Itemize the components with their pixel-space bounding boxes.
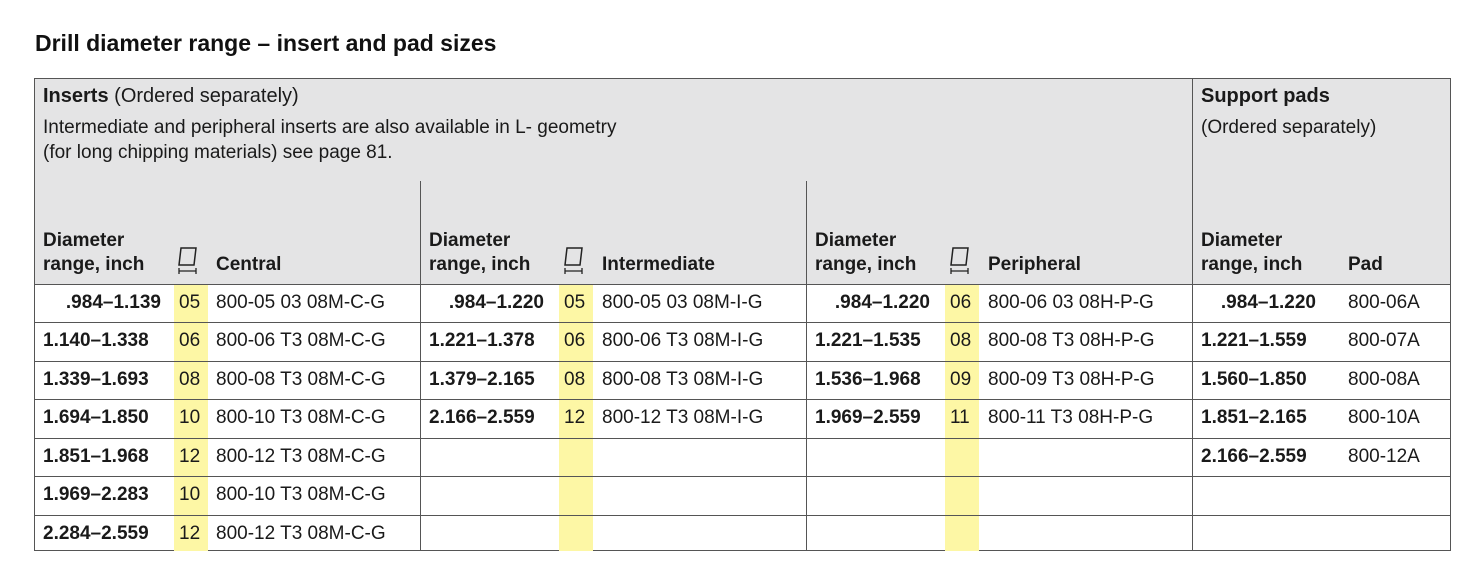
central-range: 1.969–2.283 xyxy=(43,484,149,505)
intermediate-range: 1.221–1.378 xyxy=(429,330,535,351)
peripheral-diameter-header xyxy=(815,229,916,277)
central-range: 1.851–1.968 xyxy=(43,446,149,467)
peripheral-range: 1.536–1.968 xyxy=(815,369,921,390)
intermediate-range: 2.166–2.559 xyxy=(429,407,535,428)
central-range: 1.339–1.693 xyxy=(43,369,149,390)
peripheral-code: 800-08 T3 08H-P-G xyxy=(988,330,1155,351)
pad-range: 1.221–1.559 xyxy=(1201,330,1307,351)
diameter-header-line1: Diameter xyxy=(43,230,125,251)
peripheral-size: 06 xyxy=(950,292,972,313)
intermediate-size: 05 xyxy=(564,292,586,313)
intermediate-range: 1.379–2.165 xyxy=(429,369,535,390)
inserts-note-line1: Intermediate and peripheral inserts are also available in L- geometry xyxy=(43,117,617,138)
central-code: 800-10 T3 08M-C-G xyxy=(216,407,386,428)
inserts-label: Inserts xyxy=(43,85,109,107)
central-code: 800-12 T3 08M-C-G xyxy=(216,446,386,467)
peripheral-code: 800-06 03 08H-P-G xyxy=(988,292,1154,313)
diameter-header-line2: range, inch xyxy=(815,254,917,275)
central-diameter-header xyxy=(43,229,144,277)
peripheral-header: Peripheral xyxy=(988,254,1081,275)
page-title: Drill diameter range – insert and pad sizes xyxy=(35,30,497,56)
pads-diameter-header xyxy=(1201,229,1302,277)
pad-range: .984–1.220 xyxy=(1220,292,1316,313)
central-code: 800-06 T3 08M-C-G xyxy=(216,330,386,351)
peripheral-size: 09 xyxy=(950,369,972,390)
intermediate-range: .984–1.220 xyxy=(448,292,544,313)
central-code: 800-12 T3 08M-C-G xyxy=(216,523,386,544)
intermediate-size: 12 xyxy=(564,407,586,428)
pad-code: 800-08A xyxy=(1348,369,1420,390)
central-code: 800-05 03 08M-C-G xyxy=(216,292,385,313)
peripheral-range: 1.969–2.559 xyxy=(815,407,921,428)
central-range: 2.284–2.559 xyxy=(43,523,149,544)
central-size: 08 xyxy=(179,369,201,390)
peripheral-range: .984–1.220 xyxy=(834,292,930,313)
pad-range: 1.560–1.850 xyxy=(1201,369,1307,390)
intermediate-header: Intermediate xyxy=(602,254,715,275)
central-range: 1.694–1.850 xyxy=(43,407,149,428)
intermediate-code: 800-06 T3 08M-I-G xyxy=(602,330,764,351)
pad-range: 2.166–2.559 xyxy=(1201,446,1307,467)
divider-inserts-pads xyxy=(1192,79,1193,551)
pad-code: 800-07A xyxy=(1348,330,1420,351)
insert-size-icon xyxy=(563,246,585,276)
diameter-header-line1: Diameter xyxy=(1201,230,1283,251)
central-range: .984–1.139 xyxy=(65,292,161,313)
pad-code: 800-06A xyxy=(1348,292,1420,313)
pad-header: Pad xyxy=(1348,254,1383,275)
central-range: 1.140–1.338 xyxy=(43,330,149,351)
pad-code: 800-10A xyxy=(1348,407,1420,428)
central-size: 06 xyxy=(179,330,201,351)
central-size: 12 xyxy=(179,523,201,544)
inserts-note-line2: (for long chipping materials) see page 81. xyxy=(43,142,393,163)
intermediate-code: 800-12 T3 08M-I-G xyxy=(602,407,764,428)
central-size: 12 xyxy=(179,446,201,467)
inserts-suffix: (Ordered separately) xyxy=(114,85,299,107)
inserts-header xyxy=(43,85,299,108)
support-pads-suffix: (Ordered separately) xyxy=(1201,117,1377,138)
intermediate-size: 06 xyxy=(564,330,586,351)
peripheral-range: 1.221–1.535 xyxy=(815,330,921,351)
support-pads-label: Support pads xyxy=(1201,85,1330,107)
peripheral-size: 08 xyxy=(950,330,972,351)
peripheral-code: 800-09 T3 08H-P-G xyxy=(988,369,1155,390)
insert-pad-table xyxy=(34,78,1451,551)
central-code: 800-08 T3 08M-C-G xyxy=(216,369,386,390)
intermediate-code: 800-08 T3 08M-I-G xyxy=(602,369,764,390)
peripheral-size: 11 xyxy=(950,407,970,428)
diameter-header-line2: range, inch xyxy=(43,254,145,275)
central-size: 10 xyxy=(179,407,201,428)
central-size: 05 xyxy=(179,292,201,313)
intermediate-size: 08 xyxy=(564,369,586,390)
insert-size-icon xyxy=(949,246,971,276)
insert-size-icon xyxy=(177,246,199,276)
divider-intermediate-peripheral xyxy=(806,181,807,551)
intermediate-diameter-header xyxy=(429,229,530,277)
pad-range: 1.851–2.165 xyxy=(1201,407,1307,428)
divider-central-intermediate xyxy=(420,181,421,551)
central-header: Central xyxy=(216,254,282,275)
peripheral-code: 800-11 T3 08H-P-G xyxy=(988,407,1154,428)
diameter-header-line2: range, inch xyxy=(1201,254,1303,275)
central-size: 10 xyxy=(179,484,201,505)
intermediate-code: 800-05 03 08M-I-G xyxy=(602,292,763,313)
diameter-header-line1: Diameter xyxy=(429,230,511,251)
central-code: 800-10 T3 08M-C-G xyxy=(216,484,386,505)
pad-code: 800-12A xyxy=(1348,446,1420,467)
diameter-header-line1: Diameter xyxy=(815,230,897,251)
diameter-header-line2: range, inch xyxy=(429,254,531,275)
